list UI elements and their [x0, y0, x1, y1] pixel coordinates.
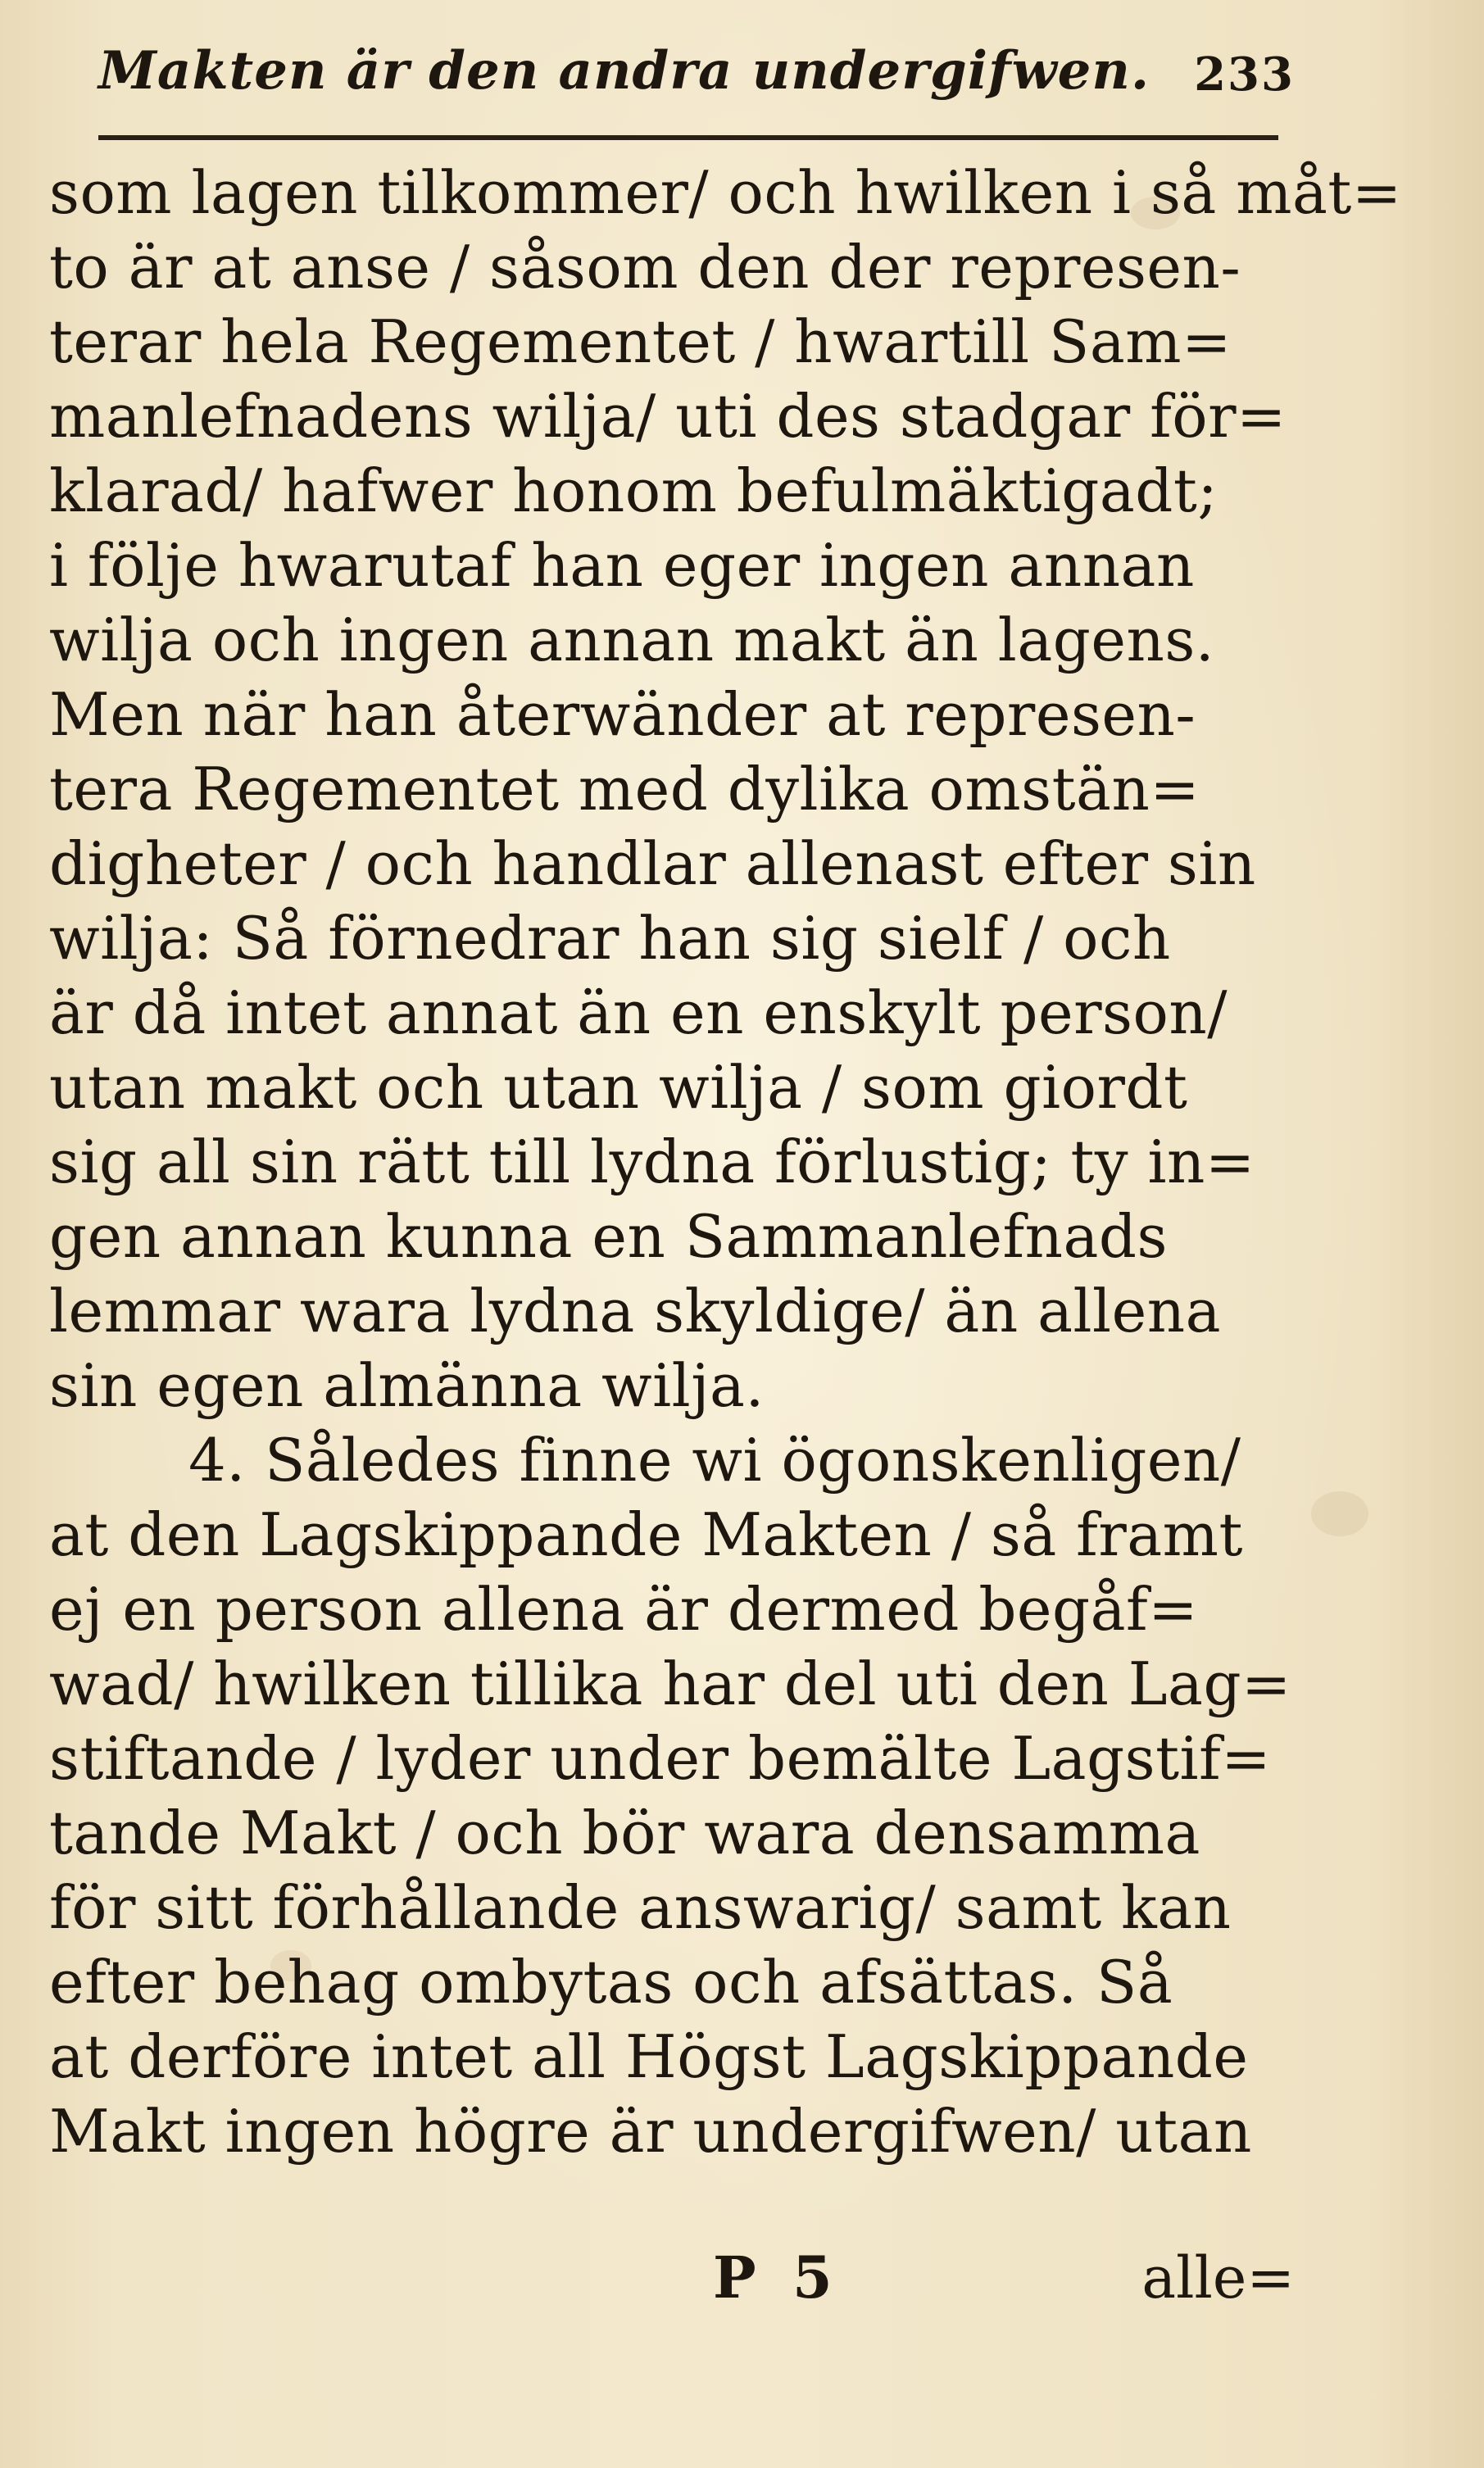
text-line: at derföre intet all Högst Lagskippande [49, 2022, 1249, 2091]
text-line: terar hela Regementet / hwartill Sam= [49, 307, 1232, 376]
text-line: efter behag ombytas och afsättas. Så [49, 1948, 1173, 2017]
text-line: wilja: Så förnedrar han sig sielf / och [49, 904, 1171, 973]
header-rule [98, 135, 1278, 140]
text-line: tera Regementet med dylika omstän= [49, 755, 1200, 823]
page-number: 233 [1194, 48, 1295, 102]
text-line: at den Lagskippande Makten / så framt [49, 1500, 1243, 1569]
paragraph-start-line: 4. Således finne wi ögonskenligen/ [188, 1426, 1241, 1495]
text-line: utan makt och utan wilja / som giordt [49, 1053, 1188, 1122]
paper-stain [1311, 1491, 1368, 1536]
page-footer [49, 2237, 1295, 2319]
text-line: som lagen tilkommer/ och hwilken i så måt= [49, 158, 1402, 227]
text-line: ej en person allena är dermed begåf= [49, 1575, 1199, 1644]
text-line: wilja och ingen annan makt än lagens. [49, 606, 1215, 674]
text-line: tande Makt / och bör wara densamma [49, 1799, 1200, 1867]
text-line: to är at anse / såsom den der represen- [49, 233, 1241, 302]
text-line: stiftande / lyder under bemälte Lagstif= [49, 1724, 1272, 1793]
text-line: Men när han återwänder at represen- [49, 680, 1196, 749]
running-head: Makten är den andra undergifwen. [98, 40, 1150, 102]
text-line: sig all sin rätt till lydna förlustig; ty in= [49, 1127, 1255, 1196]
text-line: för sitt förhållande answarig/ samt kan [49, 1873, 1232, 1942]
text-line: manlefnadens wilja/ uti des stadgar för= [49, 382, 1287, 451]
text-line: lemmar wara lydna skyldige/ än allena [49, 1277, 1221, 1345]
text-line: digheter / och handlar allenast efter sin [49, 829, 1256, 898]
text-line: gen annan kunna en Sammanlefnads [49, 1202, 1168, 1271]
body-text [49, 156, 1402, 2169]
page-header [98, 40, 1295, 135]
text-line: klarad/ hafwer honom befulmäktigadt; [49, 456, 1219, 525]
text-line: i följe hwarutaf han eger ingen annan [49, 531, 1195, 600]
text-line: är då intet annat än en enskylt person/ [49, 978, 1228, 1047]
text-line: Makt ingen högre är undergifwen/ utan [49, 2097, 1252, 2166]
signature-mark: P 5 [713, 2243, 841, 2311]
text-line: wad/ hwilken tillika har del uti den Lag= [49, 1649, 1291, 1718]
text-line: sin egen almänna wilja. [49, 1351, 765, 1420]
catchword: alle= [1141, 2244, 1295, 2311]
